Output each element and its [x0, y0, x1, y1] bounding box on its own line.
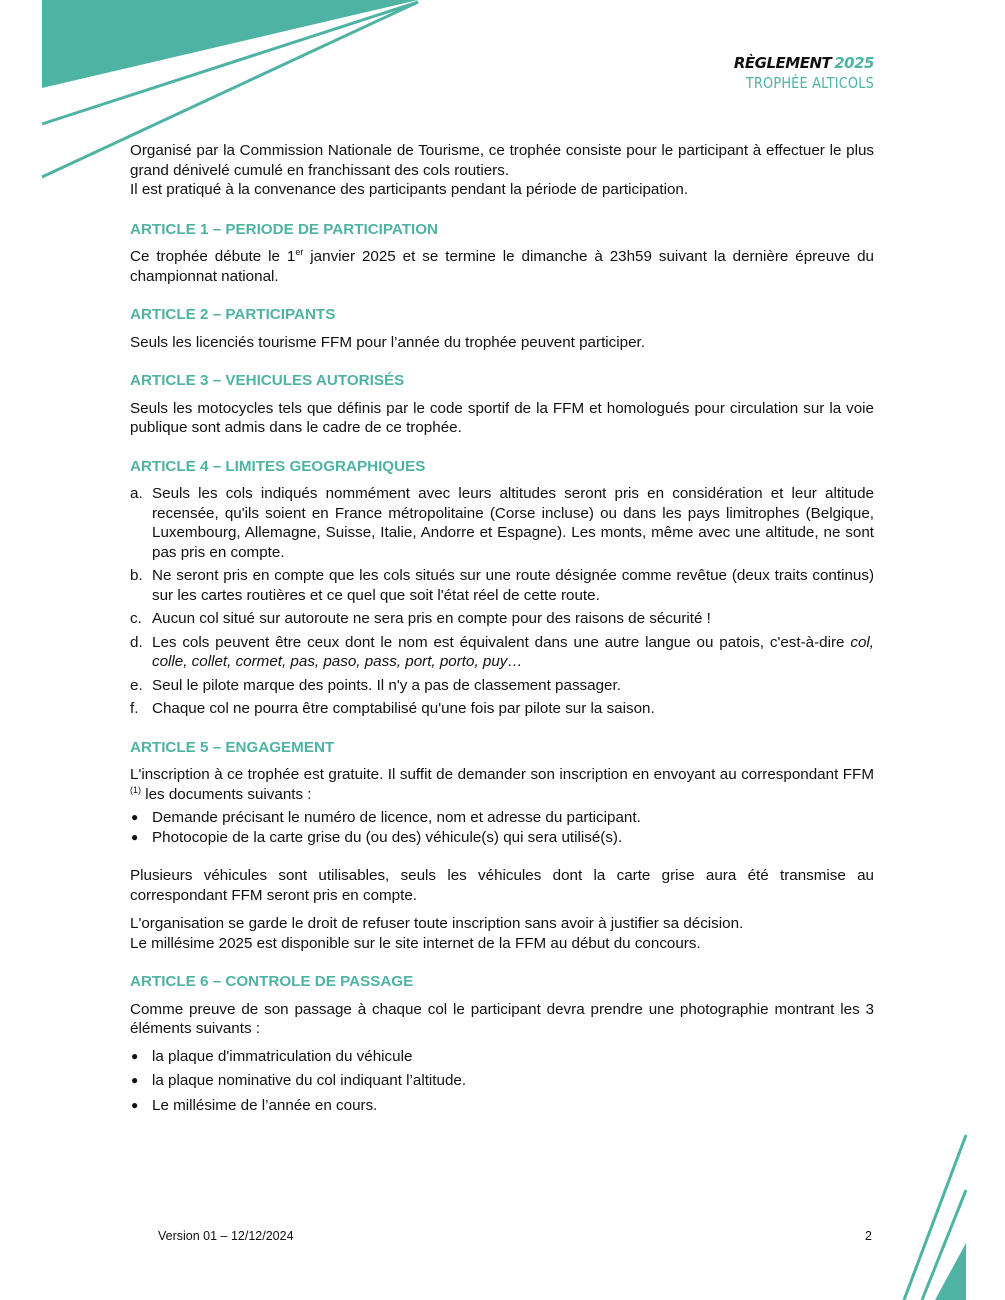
- list-item: d. Les cols peuvent être ceux dont le nom est équivalent dans une autre langue ou patois, c'est-à-dire col, colle, collet, cormet, pas, paso, pass, port, porto, puy…: [130, 633, 874, 670]
- brand-title: RÈGLEMENT: [733, 54, 832, 72]
- list-item: ● la plaque d'immatriculation du véhicule: [131, 1047, 413, 1065]
- article-1-title: ARTICLE 1 – PERIODE DE PARTICIPATION: [130, 220, 438, 238]
- footer-page-number: 2: [865, 1229, 872, 1243]
- intro-paragraph-1: Organisé par la Commission Nationale de Tourisme, ce trophée consiste pour le participant à effectuer le plus grand dénivelé cumulé en franchissant des cols routiers.: [130, 142, 874, 179]
- list-item: f. Chaque col ne pourra être comptabilisé qu'une fois par pilote sur la saison.: [130, 700, 655, 717]
- article-4-list: [130, 484, 874, 719]
- article-6-paragraph-1: Comme preuve de son passage à chaque col le participant devra prendre une photographie montrant les 3 éléments suivants :: [130, 1000, 874, 1037]
- list-item: ● Demande précisant le numéro de licence, nom et adresse du participant.: [131, 809, 641, 826]
- article-6-title: ARTICLE 6 – CONTROLE DE PASSAGE: [130, 973, 414, 990]
- top-teal-band: [42, 0, 418, 88]
- list-item: a. Seuls les cols indiqués nommément avec leurs altitudes seront pris en considération et leur altitude recensée, qu'ils soient en France métropolitaine (Corse incluse) ou dans les pays limitrophes (Belgique, Luxembourg, Allemagne, Suisse, Italie, Andorre et Espagne). Les monts, même avec une altitude, ne sont pas pris en compte.: [130, 485, 874, 561]
- article-5-paragraph-3: L'organisation se garde le droit de refuser toute inscription sans avoir à justifier sa décision.: [130, 915, 744, 932]
- list-item: ● Le millésime de l’année en cours.: [131, 1096, 378, 1114]
- article-5-bullets: [130, 808, 874, 847]
- article-1-text: Ce trophée débute le 1er janvier 2025 et se termine le dimanche à 23h59 suivant la dernière épreuve du championnat national.: [130, 247, 874, 285]
- list-item: ● la plaque nominative du col indiquant l’altitude.: [131, 1072, 467, 1089]
- article-6-bullets: [130, 1047, 874, 1116]
- brand-logo: [725, 56, 874, 91]
- article-5-paragraph-1: L'inscription à ce trophée est gratuite. Il suffit de demander son inscription en envoyant au correspondant FFM $^{(1)}$ les documents suivants :: [130, 766, 874, 803]
- article-2-title: ARTICLE 2 – PARTICIPANTS: [130, 306, 336, 323]
- brand-subtitle: TROPHÉE ALTICOLS: [745, 74, 874, 92]
- document-body: [130, 141, 874, 1115]
- article-4-title: ARTICLE 4 – LIMITES GEOGRAPHIQUES: [130, 457, 426, 475]
- article-5-title: ARTICLE 5 – ENGAGEMENT: [130, 738, 335, 756]
- list-item: ● Photocopie de la carte grise du (ou des) véhicule(s) qui sera utilisé(s).: [131, 828, 623, 846]
- article-2-text: Seuls les licenciés tourisme FFM pour l’année du trophée peuvent participer.: [130, 333, 645, 351]
- list-item: e. Seul le pilote marque des points. Il n'y a pas de classement passager.: [130, 676, 621, 694]
- article-5-paragraph-4: Le millésime 2025 est disponible sur le site internet de la FFM au début du concours.: [130, 934, 701, 952]
- brand-year: 2025: [834, 54, 874, 72]
- footer-version: Version 01 – 12/12/2024: [158, 1229, 294, 1243]
- bottom-teal-band: [935, 1243, 966, 1300]
- article-3-title: ARTICLE 3 – VEHICULES AUTORISÉS: [130, 372, 405, 389]
- list-item: b. Ne seront pris en compte que les cols situés sur une route désignée comme revêtue (deux traits continus) sur les cartes routières et ce quel que soit l'état réel de cette route.: [130, 567, 874, 604]
- list-item: c. Aucun col situé sur autoroute ne sera pris en compte pour des raisons de sécurité !: [130, 610, 711, 627]
- article-3-text: Seuls les motocycles tels que définis par le code sportif de la FFM et homologués pour circulation sur la voie publique sont admis dans le cadre de ce trophée.: [130, 399, 874, 436]
- intro-paragraph-2: Il est pratiqué à la convenance des participants pendant la période de participation.: [130, 181, 689, 198]
- article-5-paragraph-2: Plusieurs véhicules sont utilisables, seuls les véhicules dont la carte grise aura été transmise au correspondant FFM seront pris en compte.: [130, 867, 874, 904]
